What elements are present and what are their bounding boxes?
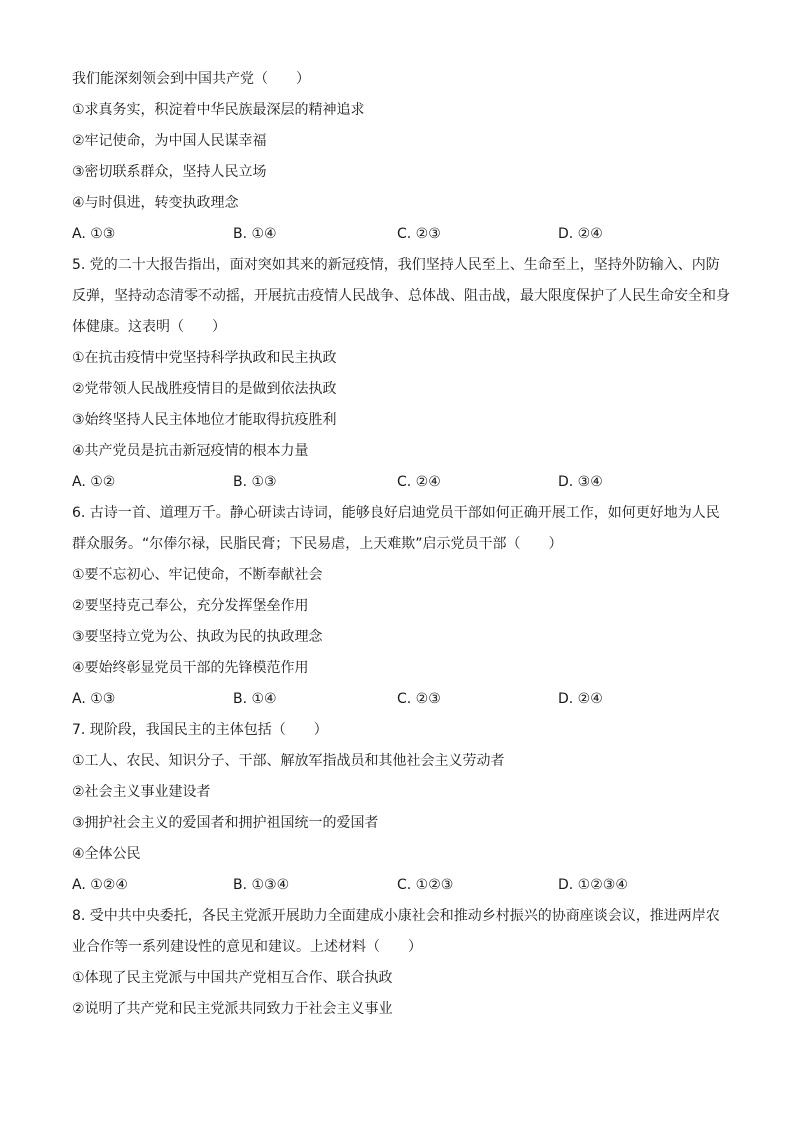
q4-item-4: ④与时俱进，转变执政理念 xyxy=(72,195,239,211)
q4-choice-c: C. ②③ xyxy=(397,226,441,242)
q4-item-1: ①求真务实，积淀着中华民族最深层的精神追求 xyxy=(72,102,365,118)
q8-stem: 8. 受中共中央委托，各民主党派开展助力全面建成小康社会和推动乡村振兴的协商座谈会议，推进两岸农业合作等一系列建设性的意见和建议。上述材料（ ） xyxy=(72,908,720,955)
q7-item-4: ④全体公民 xyxy=(72,846,141,862)
q4-choice-b: B. ①④ xyxy=(233,226,277,242)
q7-stem: 7. 现阶段，我国民主的主体包括（ ） xyxy=(72,722,328,738)
q6-item-2: ②要坚持克己奉公，充分发挥堡垒作用 xyxy=(72,598,309,614)
q8-item-2: ②说明了共产党和民主党派共同致力于社会主义事业 xyxy=(72,1001,393,1017)
q5-choice-c: C. ②④ xyxy=(397,474,441,490)
q5-choice-a: A. ①② xyxy=(72,474,116,490)
q7-choice-b: B. ①③④ xyxy=(233,877,290,893)
q7-choice-c: C. ①②③ xyxy=(397,877,454,893)
q7-item-3: ③拥护社会主义的爱国者和拥护祖国统一的爱国者 xyxy=(72,815,379,831)
q6-choice-a: A. ①③ xyxy=(72,691,116,707)
q6-choice-c: C. ②③ xyxy=(397,691,441,707)
q5-choices xyxy=(72,467,732,498)
q4-stem-end: 我们能深刻领会到中国共产党（ ） xyxy=(72,71,310,87)
q6-choice-d: D. ②④ xyxy=(558,691,603,707)
q5-item-3: ③始终坚持人民主体地位才能取得抗疫胜利 xyxy=(72,412,337,428)
q7-choice-a: A. ①②④ xyxy=(72,877,128,893)
q5-choice-d: D. ③④ xyxy=(558,474,603,490)
q5-stem: 5. 党的二十大报告指出，面对突如其来的新冠疫情，我们坚持人民至上、生命至上，坚持外防输入、内防反弹，坚持动态清零不动摇，开展抗击疫情人民战争、总体战、阻击战，最大限度保护了人民生命安全和身体健康。这表明（ ） xyxy=(72,257,730,335)
q7-choice-d: D. ①②③④ xyxy=(558,877,628,893)
q6-stem: 6. 古诗一首、道理万千。静心研读古诗词，能够良好启迪党员干部如何正确开展工作，如何更好地为人民群众服务。“尔俸尔禄，民脂民膏；下民易虐，上天难欺”启示党员干部（ ） xyxy=(72,505,720,552)
q6-choice-b: B. ①④ xyxy=(233,691,277,707)
q4-choices xyxy=(72,219,732,250)
q5-choice-b: B. ①③ xyxy=(233,474,277,490)
q7-item-2: ②社会主义事业建设者 xyxy=(72,784,211,800)
q6-item-1: ①要不忘初心、牢记使命，不断奉献社会 xyxy=(72,567,323,583)
q7-item-1: ①工人、农民、知识分子、干部、解放军指战员和其他社会主义劳动者 xyxy=(72,753,505,769)
q8-item-1: ①体现了民主党派与中国共产党相互合作、联合执政 xyxy=(72,970,393,986)
q4-item-3: ③密切联系群众，坚持人民立场 xyxy=(72,164,267,180)
question-list xyxy=(72,64,732,1025)
q5-item-4: ④共产党员是抗击新冠疫情的根本力量 xyxy=(72,443,309,459)
q5-item-2: ②党带领人民战胜疫情目的是做到依法执政 xyxy=(72,381,337,397)
q6-choices xyxy=(72,684,732,715)
q4-choice-d: D. ②④ xyxy=(558,226,603,242)
q4-item-2: ②牢记使命，为中国人民谋幸福 xyxy=(72,133,267,149)
q5-item-1: ①在抗击疫情中党坚持科学执政和民主执政 xyxy=(72,350,337,366)
q4-choice-a: A. ①③ xyxy=(72,226,116,242)
q6-item-3: ③要坚持立党为公、执政为民的执政理念 xyxy=(72,629,323,645)
q7-choices xyxy=(72,870,732,901)
q6-item-4: ④要始终彰显党员干部的先锋模范作用 xyxy=(72,660,309,676)
